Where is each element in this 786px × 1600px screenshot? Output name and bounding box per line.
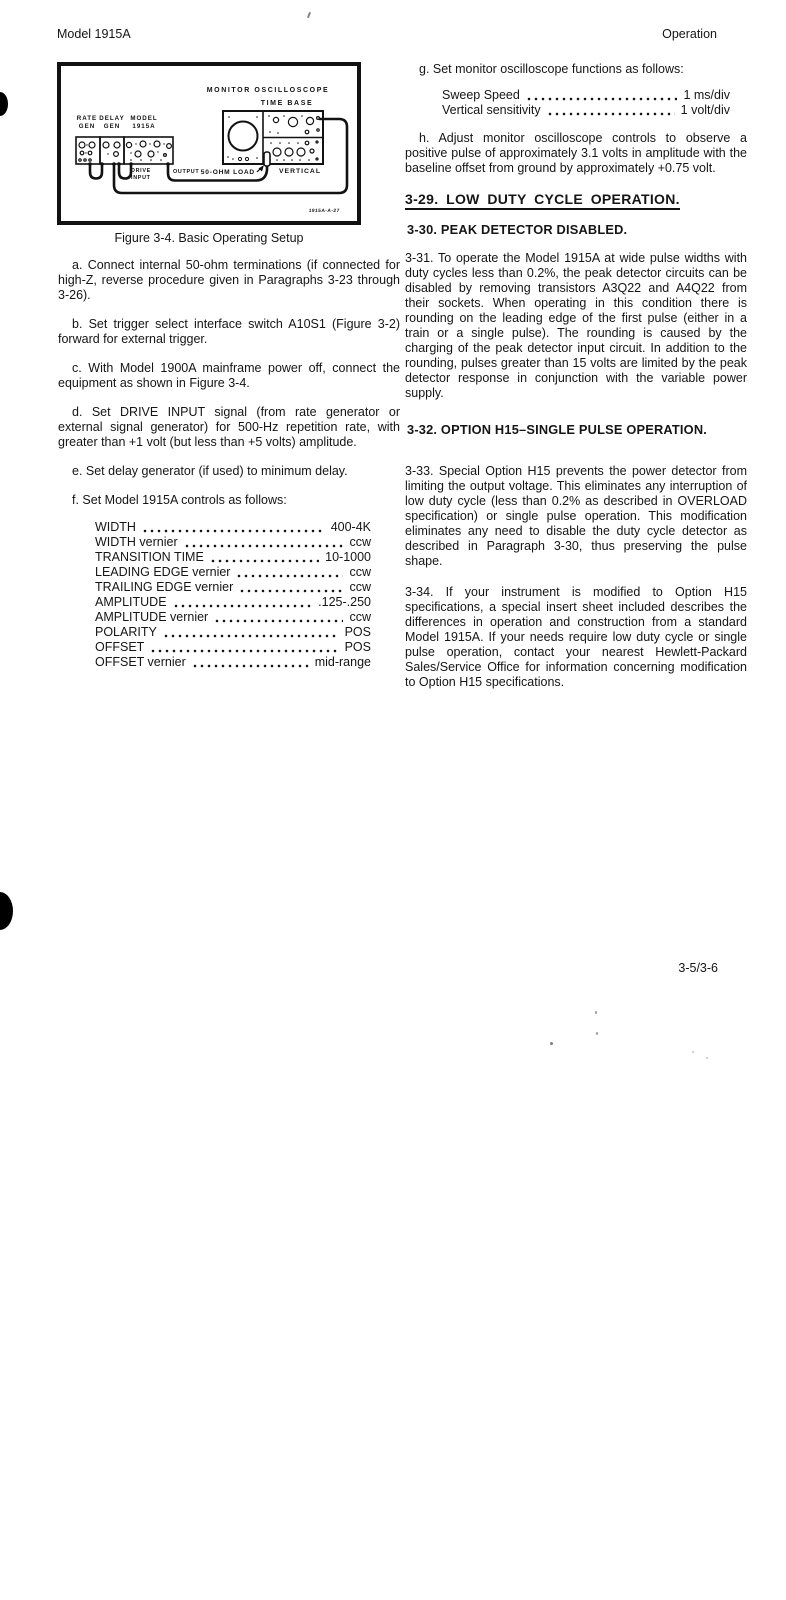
setting-label: TRANSITION TIME <box>95 550 204 564</box>
paragraph-3-33: 3-33. Special Option H15 prevents the power detector from limiting the output voltage. This eliminates any interruption of low duty cycle (less than 0.2% as described in OVERLOAD specification) or single pulse operation. This modification eliminates any need to disable the duty cycle detector as described in Paragraph 3-30, thus preserving the pulse shape. <box>405 464 747 568</box>
dot-leader <box>150 643 338 655</box>
delay-gen-box <box>100 137 124 164</box>
rate-gen-knobs <box>79 142 95 161</box>
setting-value: POS <box>344 640 371 654</box>
setting-value: mid-range <box>314 655 371 669</box>
dot-leader <box>214 613 343 625</box>
dot-leader <box>236 568 343 580</box>
right-column <box>405 62 747 704</box>
setting-value: 400-4K <box>330 520 371 534</box>
crt-lower-knobs <box>238 157 248 160</box>
paragraph-a: a. Connect internal 50-ohm terminations (if connected for high-Z, reverse procedure given in Paragraphs 3-23 through 3-26). <box>58 258 400 302</box>
dot-leader <box>239 583 343 595</box>
paragraph-c: c. With Model 1900A mainframe power off, connect the equipment as shown in Figure 3-4. <box>58 361 400 390</box>
time-base-knobs <box>268 115 319 134</box>
left-column <box>58 258 400 670</box>
setting-label: OFFSET vernier <box>95 655 186 669</box>
setting-label: OFFSET <box>95 640 145 654</box>
binding-mark <box>0 892 13 930</box>
setting-value: ccw <box>349 535 371 549</box>
label-delay-gen: GEN <box>103 123 121 130</box>
setting-label: TRAILING EDGE vernier <box>95 580 234 594</box>
dot-leader <box>142 523 325 535</box>
label-model-1915a: 1915A <box>132 123 156 130</box>
page-number: 3-5/3-6 <box>678 961 718 975</box>
paragraph-3-34: 3-34. If your instrument is modified to Option H15 specifications, a special insert sheet included describes the differences in operation and construction from a standard Model 1915A. If your needs require low duty cycle or single pulse operation, contact your nearest Hewlett-Packard Sales/Service Office for information concerning modification to Option H15 specifications. <box>405 585 747 689</box>
figure-3-4-diagram <box>57 62 361 225</box>
label-output: OUTPUT <box>173 169 200 175</box>
setting-label: AMPLITUDE vernier <box>95 610 209 624</box>
paragraph-g: g. Set monitor oscilloscope functions as follows: <box>419 62 684 76</box>
label-50-ohm-load: 50-OHM LOAD <box>200 169 255 176</box>
label-vertical: VERTICAL <box>279 168 321 175</box>
settings-row <box>95 520 371 535</box>
scan-speck <box>307 12 311 18</box>
setting-label: LEADING EDGE vernier <box>95 565 231 579</box>
heading-3-32: 3-32. OPTION H15–SINGLE PULSE OPERATION. <box>407 422 708 437</box>
delay-gen-knobs <box>103 142 120 156</box>
settings-row <box>95 535 371 550</box>
setting-value: ccw <box>349 580 371 594</box>
label-monitor-oscilloscope: MONITOR OSCILLOSCOPE <box>206 87 330 94</box>
fifty-ohm-load <box>264 152 270 166</box>
scan-speck <box>706 1057 708 1059</box>
label-model: MODEL <box>130 115 158 122</box>
setting-value: POS <box>344 625 371 639</box>
load-arrowhead <box>259 165 265 172</box>
settings-row <box>95 610 371 625</box>
label-rate-gen: GEN <box>78 123 96 130</box>
paragraph-d: d. Set DRIVE INPUT signal (from rate generator or external signal generator) for 500-Hz repetition rate, with greater than +1 volt (but less than +5 volts) amplitude. <box>58 405 400 449</box>
paragraph-e: e. Set delay generator (if used) to minimum delay. <box>72 464 348 478</box>
setting-label: Vertical sensitivity <box>442 103 541 117</box>
binding-mark <box>0 92 8 116</box>
settings-row <box>95 580 371 595</box>
dot-leader <box>163 628 339 640</box>
label-rate: RATE <box>76 115 98 122</box>
dot-leader <box>547 106 675 118</box>
label-delay: DELAY <box>99 115 125 122</box>
setting-label: WIDTH vernier <box>95 535 178 549</box>
label-time-base: TIME BASE <box>260 100 314 107</box>
settings-row <box>442 103 730 118</box>
heading-3-29: 3-29. LOW DUTY CYCLE OPERATION. <box>405 192 747 207</box>
setting-label: AMPLITUDE <box>95 595 167 609</box>
setting-label: Sweep Speed <box>442 88 520 102</box>
operating-setup-diagram <box>61 66 357 221</box>
settings-row <box>95 640 371 655</box>
header-section: Operation <box>662 27 717 41</box>
setting-value: 10-1000 <box>325 550 371 564</box>
dot-leader <box>173 598 313 610</box>
crt-screen <box>229 122 258 151</box>
dot-leader <box>210 553 319 565</box>
controls-settings-list <box>95 520 371 670</box>
setting-value: 1 ms/div <box>683 88 730 102</box>
paragraph-3-31: 3-31. To operate the Model 1915A at wide pulse widths with duty cycles less than 0.2%, the peak detector circuits can be disabled by removing transistors A3Q22 and A4Q22 from their sockets. When operating in this condition there is rounding on the leading edge of the first pulse (either in a train or a single pulse). The rounding is caused by the charging of the peak detector input circuit. In addition to the rounding, pulses greater than 15 volts are limited by the peak detector response in conjunction with the variable power supply. <box>405 251 747 400</box>
label-figure-id: 1915A-A-27 <box>308 209 340 214</box>
figure-caption: Figure 3-4. Basic Operating Setup <box>114 231 304 245</box>
vertical-knobs <box>269 141 318 161</box>
paragraph-h: h. Adjust monitor oscilloscope controls to observe a positive pulse of approximately 3.1 volts in amplitude with the baseline offset from ground by approximately +0.75 volt. <box>405 131 747 175</box>
cable-rate-to-delay <box>90 164 102 179</box>
setting-value: ccw <box>349 610 371 624</box>
label-drive: DRIVE <box>131 168 151 174</box>
dot-leader <box>192 658 309 670</box>
cable-delay-to-drive-input <box>119 164 131 179</box>
rate-gen-box <box>76 137 100 164</box>
label-input: INPUT <box>131 175 151 181</box>
settings-row <box>442 88 730 103</box>
paragraph-b: b. Set trigger select interface switch A10S1 (Figure 3-2) forward for external trigger. <box>58 317 400 346</box>
crt-dots <box>227 116 258 160</box>
dot-leader <box>184 538 344 550</box>
scan-speck <box>595 1011 597 1014</box>
settings-row <box>95 565 371 580</box>
dot-leader <box>526 91 678 103</box>
scan-speck <box>596 1032 598 1035</box>
setting-value: 1 volt/div <box>680 103 730 117</box>
settings-row <box>95 595 371 610</box>
scan-speck <box>692 1051 694 1053</box>
header-model: Model 1915A <box>57 27 131 41</box>
scope-settings-list <box>442 88 730 118</box>
scan-speck <box>550 1042 553 1045</box>
settings-row <box>95 655 371 670</box>
paragraph-f: f. Set Model 1915A controls as follows: <box>72 493 287 507</box>
settings-row <box>95 625 371 640</box>
model-1915a-knobs <box>126 141 171 161</box>
settings-row <box>95 550 371 565</box>
setting-value: ccw <box>349 565 371 579</box>
setting-value: .125-.250 <box>318 595 371 609</box>
setting-label: POLARITY <box>95 625 157 639</box>
heading-3-30: 3-30. PEAK DETECTOR DISABLED. <box>407 222 628 237</box>
setting-label: WIDTH <box>95 520 136 534</box>
